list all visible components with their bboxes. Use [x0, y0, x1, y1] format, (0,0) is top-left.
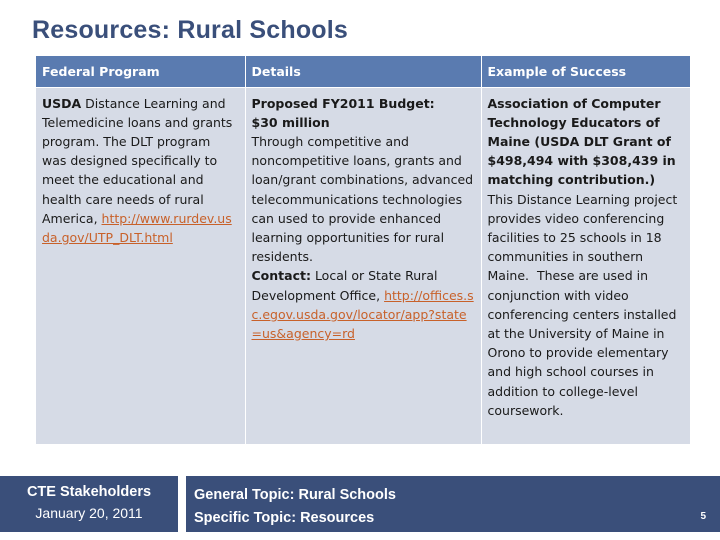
- contact-label: Contact:: [251, 268, 311, 284]
- footer-org-block: [0, 476, 178, 532]
- success-description: This Distance Learning project provides video conferencing facilities to 25 schools in 18 communities in southern Maine. These are used in conjunction with video conferencing centers installed at the University of Maine in Orono to provide elementary and high school courses in addition to college-level coursework.: [487, 172, 682, 418]
- footer-org: CTE Stakeholders: [26, 484, 152, 500]
- success-title: Association of Computer Technology Educators of Maine (USDA DLT Grant of $498,494 with $308,439 in matching contribution.): [487, 95, 676, 188]
- table-header-row: [36, 56, 690, 87]
- contact-block: [252, 266, 475, 343]
- page-number: 5: [700, 511, 706, 522]
- footer-specific-topic: Specific Topic: Resources: [194, 510, 375, 526]
- header-details: Details: [245, 56, 481, 87]
- resources-table: [36, 56, 690, 444]
- slide-title: Resources: Rural Schools: [32, 16, 349, 44]
- table-row: [36, 87, 690, 444]
- header-example-of-success: Example of Success: [481, 56, 690, 87]
- contact-text: Local or State Rural Development Office,: [251, 268, 438, 303]
- budget-amount: $30 million: [251, 114, 330, 130]
- dlt-program-link[interactable]: http://www.rurdev.usda.gov/UTP_DLT.html: [42, 210, 232, 245]
- resources-table-grid: [36, 56, 690, 444]
- cell-details: [245, 87, 481, 444]
- office-locator-link[interactable]: http://offices.sc.egov.usda.gov/locator/app?state=us&agency=rd: [251, 287, 474, 341]
- cell-example-of-success: [481, 87, 690, 444]
- footer-date: January 20, 2011: [35, 505, 143, 521]
- cell-federal-program: [36, 87, 245, 444]
- footer-topic-block: [186, 476, 720, 532]
- header-federal-program: Federal Program: [36, 56, 245, 87]
- program-name: USDA: [42, 95, 82, 111]
- footer-general-topic: General Topic: Rural Schools: [194, 487, 396, 503]
- budget-label: Proposed FY2011 Budget:: [251, 95, 435, 111]
- program-description: Distance Learning and Telemedicine loans and grants program. The DLT program was designed specifically to meet the educational and health care needs of rural America,: [42, 95, 233, 226]
- details-description: Through competitive and noncompetitive loans, grants and loan/grant combinations, advanced telecommunications technologies can used to provide enhanced learning opportunities for rural residents.: [251, 133, 474, 265]
